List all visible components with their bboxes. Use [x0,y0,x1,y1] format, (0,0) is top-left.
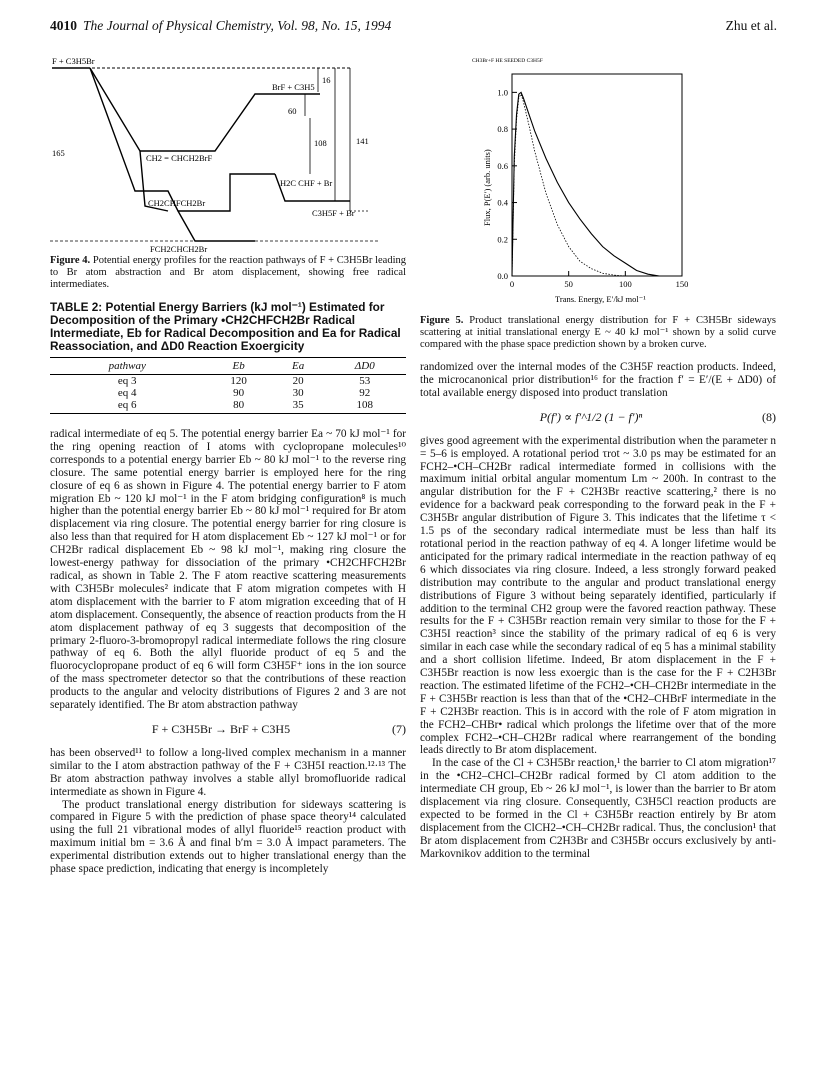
journal-title: The Journal of Physical Chemistry, Vol. 98, No. 15, 1994 [83,18,392,33]
fig5-xlabel: Trans. Energy, E′/kJ mol⁻¹ [555,294,646,304]
fig5-xtick-label: 150 [675,279,689,289]
figure-5-chart [420,56,776,306]
fig4-label-brf: BrF + C3H5 [272,82,315,92]
table-2-header: Ea [273,358,324,375]
fig5-xtick-label: 100 [618,279,632,289]
equation-7 [50,722,406,737]
table-2 [50,357,406,414]
figure-5-caption [420,315,776,351]
fig5-ytick-label: 0.4 [497,197,508,208]
table-cell: 90 [233,387,245,399]
fig5-ytick-label: 0.8 [497,124,508,135]
left-paragraph-1: radical intermediate of eq 5. The potential energy barrier Ea ~ 70 kJ mol⁻¹ for the ring opening reaction of I atoms with cyclopropane molecules¹⁰ corresponds to a potential energy barrier Eb ~ 80 kJ mol⁻¹ to the reverse ring closure. The same potential energy barrier is employed here for the ring closure of eq 6 as shown in Figure 4. The potential energy barrier to F atom migration Eb ~ 120 kJ mol⁻¹ in the F atom bridging configuration⁸ is much higher than the potential energy barrier Eb ~ 80 kJ mol⁻¹ required for Br atom displacement via ring closure. The potential energy barrier for ring closure is also less than that required for H atom displacement Eb ~ 127 kJ mol⁻¹ or for CH2Br radical displacement Eb ~ 98 kJ mol⁻¹, making ring closure the lowest-energy pathway for dissociation of the primary •CH2CHFCH2Br radical, as shown in Table 2. The F atom reactive scattering measurements with C3H5Br molecules² indicate that F atom migration competes with H atom displacement with the barrier to F atom migration exceeding that of H atom displacement. Consequently, the absence of reaction products from the H atom displacement pathway of eq 3 suggests that decomposition of the primary 2-fluoro-3-bromopropyl radical intermediate follows the ring closure pathway of eq 6. Both the allyl fluoride product of eq 5 and the fluorocyclopropane product of eq 6 will form C3H5F⁺ ions in the ion source of the mass spectrometer detector so that the contributions of these reaction products to the angular and velocity distributions of Figures 2 and 3 are not separately identified. The Br atom abstraction pathway [50,428,406,712]
table-cell: 80 [204,399,272,414]
table-cell: 120 [230,375,247,387]
table-2-title: TABLE 2: Potential Energy Barriers (kJ mol⁻¹) Estimated for Decomposition of the Primary •CH2CHFCH2Br Radical Intermediate, Eb for Radical Decomposition and Ea for Radical Reassociation, and ΔD0 Reaction Exoergicity [50,300,401,353]
fig5-xtick-label: 0 [509,279,515,289]
fig4-value-16: 16 [322,75,331,85]
fig4-value-165: 165 [52,148,65,158]
table-2-header: ΔD0 [324,358,407,375]
figure-4-caption [50,255,406,291]
figure-4-energy-diagram [50,56,406,254]
figure-4-caption-label: Figure 4. [50,255,91,266]
table-cell: 20 [292,375,304,387]
fig5-xtick-label: 50 [564,279,573,289]
page-number: 4010 [50,18,77,33]
fig4-label-ch2: CH2 = CHCH2BrF [146,153,213,163]
table-cell: eq 6 [50,399,204,414]
fig5-ytick-label: 1.0 [497,87,508,98]
equation-8-body: P(f′) ∝ f′^1/2 (1 − f′)ⁿ [539,409,643,424]
table-cell: 35 [273,399,324,414]
fig5-experimental-curve [512,92,659,276]
fig4-label-c3h5f: C3H5F + Br [312,208,355,218]
table-2-header: Eb [204,358,272,375]
fig4-value-60: 60 [288,106,297,116]
fig4-label-cyclo: H2C CHF + Br [280,178,333,188]
fig4-value-141: 141 [356,136,369,146]
equation-7-body: F + C3H5Br → BrF + C3H5 [151,721,291,736]
right-paragraph-3: In the case of the Cl + C3H5Br reaction,¹ the barrier to Cl atom migration¹⁷ in the •CH2–CHCl–CH2Br radical formed by Cl atom addition to the intermediate CH group, Eb ~ 26 kJ mol⁻¹, is lower than the barrier to Br atom displacement via ring closure. Consequently, C3H5Cl reaction products are expected to be formed in the Cl + C3H5Br reaction entirely by Br atom displacement from the ClCH2–•CH–CH2Br radical. Thus, the conclusion¹ that Br atom displacement from C2H3Br and C3H5Br occurs exclusively by anti-Markovnikov addition to the terminal [420,757,776,860]
table-cell: 53 [359,375,371,387]
fig5-ytick-label: 0.2 [497,234,508,245]
table-row [50,387,406,399]
equation-8-number: (8) [762,409,776,424]
left-paragraph-2: has been observed¹¹ to follow a long-lived complex mechanism in a manner similar to the I atom abstraction pathway of the F + C3H5I reaction.¹²·¹³ The Br atom abstraction pathway involves a stable allyl bromofluoride radical intermediate as shown in Figure 4. [50,746,406,798]
fig4-label-ch2chf: CH2CHFCH2Br [148,198,206,208]
table-cell: 108 [324,399,407,414]
figure-5-caption-label: Figure 5. [420,315,464,326]
running-header [50,18,777,38]
table-row [50,375,406,388]
fig5-top-label: CH3Br+F HE SEEDED C3H5F [472,58,543,64]
fig5-phase-space-curve [512,94,625,276]
figure-4-caption-text: Potential energy profiles for the reaction pathways of F + C3H5Br leading to Br atom abstraction and Br atom displacement, showing free radical intermediates. [50,255,406,290]
fig4-label-fch2: FCH2CHCH2Br [150,244,208,254]
fig5-ylabel: Flux, P(E′) (arb. units) [482,149,492,226]
equation-8 [420,410,776,425]
table-2-header: pathway [50,358,204,375]
right-paragraph-2: gives good agreement with the experimental distribution when the parameter n = 5–6 is employed. A rotational period τrot ~ 3.0 ps may be estimated for an FCH2–•CH–CH2Br radical intermediate formed in collisions with the maximum initial orbital angular momentum Lm ~ 200ħ. In contrast to the angular distribution for the F + C2H3Br reactive scattering,² there is no evidence for a backward peak corresponding to the forward peak in the F + C3H5Br angular distribution of Figure 3. This indicates that the lifetime τ < 1.5 ps of the secondary radical intermediate must be less than half its rotational period in the reaction pathway of eq 4. A longer lifetime would be anticipated for the primary radical intermediate in the reaction pathway of eq 6 which dissociates via ring closure. Indeed, a less strongly forward peaked distribution may contribute to the angular and product translational energy distributions of Figure 3 without being separately identified, particularly if addition to the terminal CH2 group were the favored reaction pathway. These results for the F + C3H5Br reaction remain very similar to those for the F + C3H5I reaction³ since the stability of the primary radical of eq 6 is very similar in each case while the secondary radical of eq 5 has a minimal stability and a short collision lifetime. Indeed, Br atom displacement in the F + C3H5Br reaction is now less exoergic than is the case for the F + C2H3Br reaction. The estimated lifetime of the FCH2–•CH–CH2Br intermediate in the F + C3H5Br reaction is less than that of the •CH2–CHBrF intermediate in the F + C2H3Br reaction. This is in accord with the role of F atom migration in the FCH2–CHBr• radical which prolongs the lifetime over that of the more complex FCH2–•CH–CH2Br radical where rearrangement of the bonding leads directly to Br atom displacement. [420,434,776,757]
fig5-frame [512,74,682,276]
table-cell: eq 4 [117,387,137,399]
fig4-value-108: 108 [314,138,327,148]
table-row [50,399,406,414]
fig5-ytick-label: 0.6 [497,160,508,171]
right-column [420,56,776,861]
figure-5-caption-text: Product translational energy distribution for F + C3H5Br sideways scattering at initial translational energy E ~ 40 kJ mol⁻¹ shown by a solid curve compared with the phase space prediction shown by a broken curve. [420,315,776,350]
left-column [50,56,406,876]
table-cell: 92 [359,387,371,399]
table-cell: eq 3 [117,375,137,387]
fig5-plot-area [512,92,659,276]
right-paragraph-1: randomized over the internal modes of the C3H5F reaction products. Indeed, the microcanonical prior distribution¹⁶ for the fraction f′ = E′/(E + ΔD0) of total available energy disposed into product translation [420,361,776,399]
author-running-head: Zhu et al. [725,18,777,33]
left-paragraph-3: The product translational energy distribution for sideways scattering is compared in Figure 5 with the prediction of phase space theory¹⁴ calculated using the full 21 vibrational modes of allyl fluoride¹⁵ reaction product with maximum initial bm = 3.6 Å and final b′m = 3.0 Å impact parameters. The experimental distribution extends out to higher translational energy than the phase space prediction, indicating that energy is incompletely [50,798,406,876]
fig5-ytick-label: 0.0 [497,271,508,281]
table-cell: 30 [292,387,304,399]
equation-7-number: (7) [392,721,406,736]
fig4-label-reactants: F + C3H5Br [52,56,95,66]
